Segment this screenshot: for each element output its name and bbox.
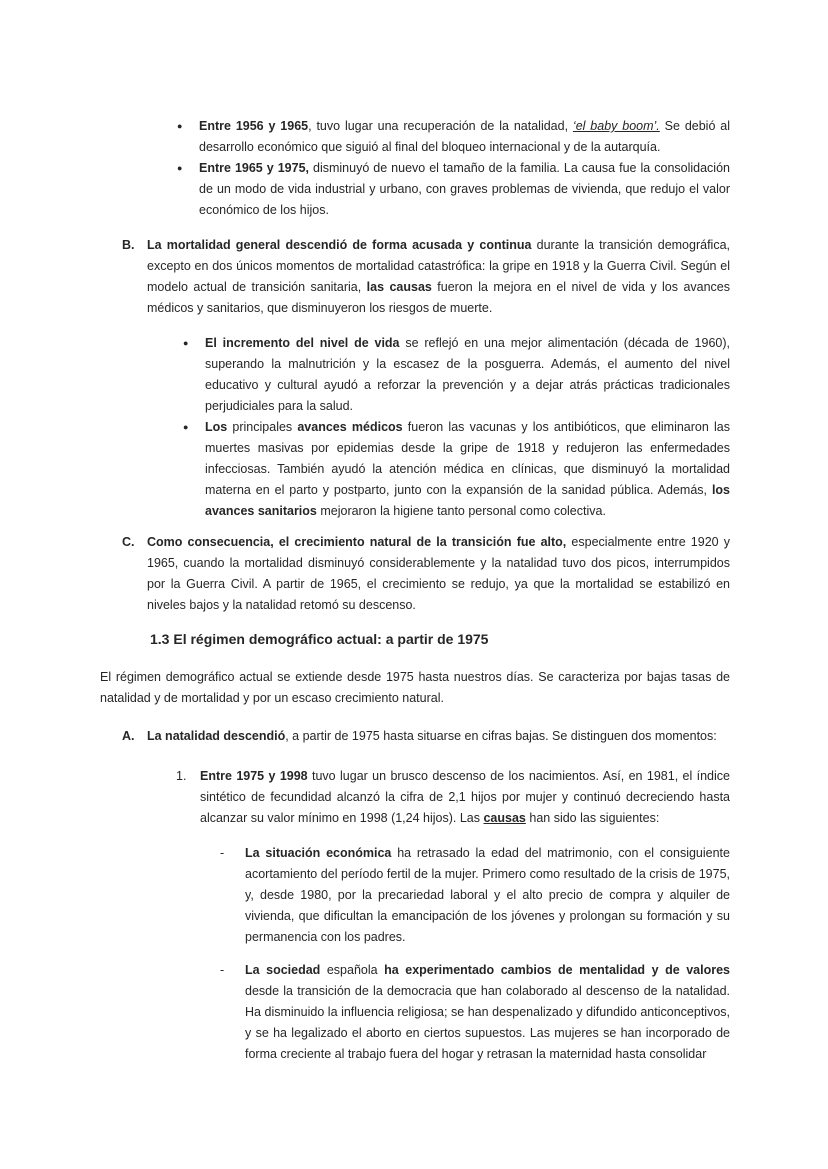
subbullet-nivel-de-vida <box>0 333 828 417</box>
paragraph-text: Entre 1975 y 1998 tuvo lugar un brusco descenso de los nacimientos. Así, en 1981, el índice sintético de fecundidad alcanzó la cifra de 2,1 hijos por mujer y continuó decreciendo hasta alcanzar su valor mínimo en 1998 (1,24 hijos). Las causas han sido las siguientes: <box>200 769 730 825</box>
paragraph-text: Los principales avances médicos fueron las vacunas y los antibióticos, que eliminaron las muertes masivas por epidemias desde la gripe de 1918 y redujeron las enfermedades infecciosas. También ayudó la atención médica en clínicas, que disminuyó la mortalidad materna en el parto y postparto, junto con la expansión de la sanidad pública. Además, los avances sanitarios mejoraron la higiene tanto personal como colectiva. <box>205 420 730 518</box>
letter-label: A. <box>122 729 135 743</box>
paragraph-text: Entre 1965 y 1975, disminuyó de nuevo el tamaño de la familia. La causa fue la consolidación de un modo de vida industrial y urbano, con graves problemas de vivienda, que redujo el valor económico de los hijos. <box>199 161 730 217</box>
dash-item-sociedad <box>0 960 828 1065</box>
paragraph-text: La mortalidad general descendió de forma acusada y continua durante la transición demográfica, excepto en dos únicos momentos de mortalidad catastrófica: la gripe en 1918 y la Guerra Civil. Según el modelo actual de transición sanitaria, las causas fueron la mejora en el nivel de vida y los avances médicos y sanitarios, que disminuyeron los riesgos de muerte. <box>147 238 731 315</box>
section-item-c <box>0 532 828 616</box>
intro-paragraph <box>0 667 828 709</box>
numbered-item-1 <box>0 766 828 829</box>
subbullet-avances-medicos <box>0 417 828 522</box>
bullet-item-1956-1965 <box>0 116 828 158</box>
bullet-item-1965-1975 <box>0 158 828 221</box>
bullet-icon: ● <box>183 338 189 348</box>
paragraph-text: Como consecuencia, el crecimiento natural de la transición fue alto, especialmente entre 1920 y 1965, cuando la mortalidad disminuyó considerablemente y la natalidad tuvo dos picos, interrumpidos por la Guerra Civil. A partir de 1965, el crecimiento se redujo, ya que la mortalidad se estabilizó en niveles bajos y la natalidad retomó su descenso. <box>147 535 731 612</box>
letter-label: B. <box>122 238 135 252</box>
paragraph-text: La situación económica ha retrasado la edad del matrimonio, con el consiguiente acortamiento del período fertil de la mujer. Primero como resultado de la crisis de 1975, y, desde 1980, por la precariedad laboral y el alto precio de compra y alquiler de vivienda, que dificultan la emancipación de los jóvenes y prolongan su formación y su permanencia con los padres. <box>245 846 730 944</box>
paragraph-text: La natalidad descendió, a partir de 1975 hasta situarse en cifras bajas. Se distinguen dos momentos: <box>147 729 717 743</box>
heading-text: 1.3 El régimen demográfico actual: a partir de 1975 <box>150 631 489 647</box>
section-item-a <box>0 726 828 747</box>
section-item-b <box>0 235 828 319</box>
dash-icon: - <box>220 846 225 860</box>
number-label: 1. <box>176 769 187 783</box>
letter-label: C. <box>122 535 135 549</box>
paragraph-text: El régimen demográfico actual se extiende desde 1975 hasta nuestros días. Se caracteriza por bajas tasas de natalidad y de mortalidad y por un escaso crecimiento natural. <box>100 670 730 705</box>
paragraph-text: La sociedad española ha experimentado cambios de mentalidad y de valores desde la transición de la democracia que han colaborado al descenso de la natalidad. Ha disminuido la influencia religiosa; se han despenalizado y difundido anticonceptivos, y se ha legalizado el aborto en ciertos supuestos. Las mujeres se han incorporado de forma creciente al trabajo fuera del hogar y retrasan la maternidad hasta consolidar <box>245 963 730 1061</box>
paragraph-text: El incremento del nivel de vida se reflejó en una mejor alimentación (década de 1960), superando la malnutrición y la escasez de la posguerra. Además, el aumento del nivel educativo y cultural ayudó a reforzar la prevención y a dejar atrás prácticas tradicionales perjudiciales para la salud. <box>205 336 730 413</box>
dash-icon: - <box>220 963 225 977</box>
bullet-icon: ● <box>183 422 189 432</box>
section-heading-1-3 <box>0 628 828 650</box>
dash-item-situacion-economica <box>0 843 828 948</box>
bullet-icon: ● <box>177 121 183 131</box>
bullet-icon: ● <box>177 163 183 173</box>
paragraph-text: Entre 1956 y 1965, tuvo lugar una recuperación de la natalidad, ‘el baby boom’. Se debió al desarrollo económico que siguió al final del bloqueo internacional y de la autarquía. <box>199 119 730 154</box>
